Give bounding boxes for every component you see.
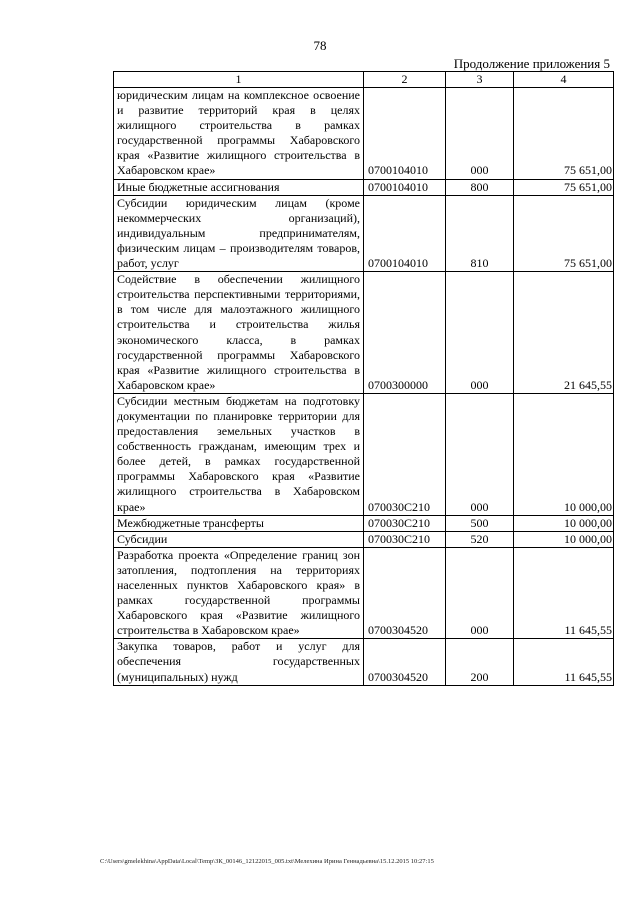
header-col-2: 2 [364,72,446,88]
row-target-code: 0700104010 [364,179,446,195]
row-target-code: 0700304520 [364,547,446,639]
row-name: юридическим лицам на комплексное освоение и развитие территорий края в целях жилищного строительства в рамках государственной программы Хабаровского края «Развитие жилищного строительства в Хабаровском крае» [114,88,364,180]
row-sum: 10 000,00 [514,393,614,515]
row-expense-type: 000 [446,393,514,515]
row-sum: 75 651,00 [514,88,614,180]
row-target-code: 0700104010 [364,195,446,271]
table-row [114,547,614,639]
row-name: Иные бюджетные ассигнования [114,179,364,195]
table-row [114,531,614,547]
table-row [114,515,614,531]
table-row [114,195,614,271]
row-name: Субсидии [114,531,364,547]
table-row [114,272,614,394]
row-name: Разработка проекта «Определение границ зон затопления, подтопления на территориях населенных пунктов Хабаровского края» в рамках государственной программы Хабаровского края «Развитие жилищного строительства в Хабаровском крае» [114,547,364,639]
table-row [114,639,614,685]
row-expense-type: 500 [446,515,514,531]
table-row [114,393,614,515]
row-sum: 10 000,00 [514,531,614,547]
row-name: Субсидии юридическим лицам (кроме некоммерческих организаций), индивидуальным предпринимателям, физическим лицам – производителям товаров, работ, услуг [114,195,364,271]
header-col-4: 4 [514,72,614,88]
row-sum: 75 651,00 [514,179,614,195]
header-col-1: 1 [114,72,364,88]
row-sum: 10 000,00 [514,515,614,531]
row-expense-type: 000 [446,88,514,180]
row-name: Содействие в обеспечении жилищного строительства перспективными территориями, в том числе для малоэтажного жилищного строительства и строительства жилья экономического класса, в рамках государственной программы Хабаровского края «Развитие жилищного строительства в Хабаровском крае» [114,272,364,394]
budget-table [113,71,614,686]
row-expense-type: 000 [446,547,514,639]
footer-file-path: C:\Users\gmelekhina\AppData\Local\Temp\ЗК_00146_12122015_005.txt\Мелехина Ирина Геннадьевна\15.12.2015 10:27:15 [100,858,434,865]
row-name: Межбюджетные трансферты [114,515,364,531]
row-expense-type: 810 [446,195,514,271]
header-col-3: 3 [446,72,514,88]
appendix-continuation-caption: Продолжение приложения 5 [453,56,610,71]
table-row [114,88,614,180]
row-name: Субсидии местным бюджетам на подготовку документации по планировке территории для предоставления земельных участков в собственность гражданам, имеющим трех и более детей, в рамках государственной программы Хабаровского края «Развитие жилищного строительства в Хабаровском крае» [114,393,364,515]
row-sum: 11 645,55 [514,639,614,685]
row-target-code: 0700104010 [364,88,446,180]
table-header-row [114,72,614,88]
row-expense-type: 000 [446,272,514,394]
row-expense-type: 520 [446,531,514,547]
row-target-code: 070030С210 [364,531,446,547]
row-expense-type: 200 [446,639,514,685]
row-sum: 21 645,55 [514,272,614,394]
page-number: 78 [313,38,327,53]
row-target-code: 0700300000 [364,272,446,394]
row-sum: 75 651,00 [514,195,614,271]
row-target-code: 0700304520 [364,639,446,685]
row-target-code: 070030С210 [364,515,446,531]
row-expense-type: 800 [446,179,514,195]
row-name: Закупка товаров, работ и услуг для обеспечения государственных (муниципальных) нужд [114,639,364,685]
table-row [114,179,614,195]
row-target-code: 070030С210 [364,393,446,515]
row-sum: 11 645,55 [514,547,614,639]
